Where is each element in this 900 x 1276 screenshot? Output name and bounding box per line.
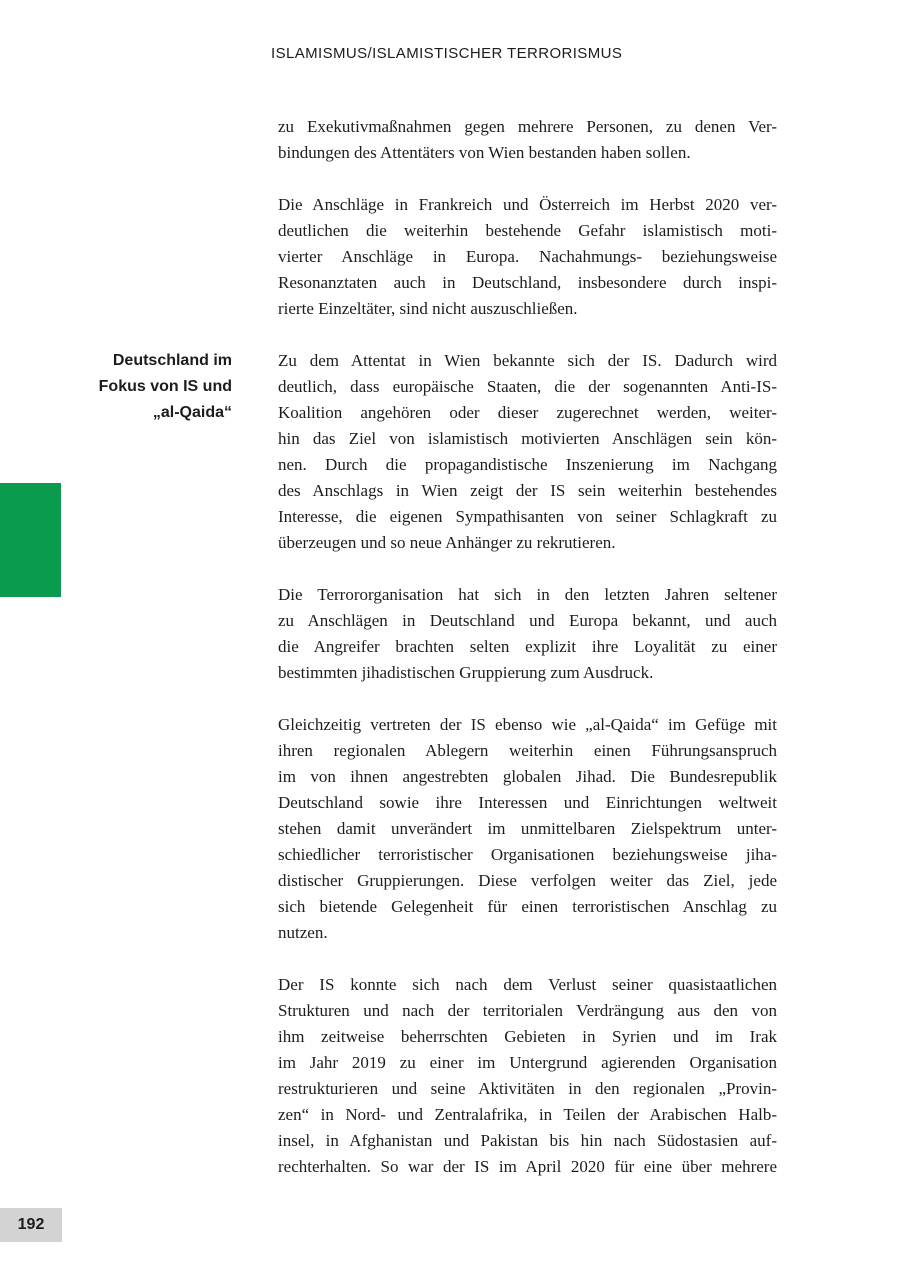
text-line: deutlichen die weiterhin bestehende Gefahr islamistisch moti- bbox=[278, 221, 777, 240]
text-line: Koalition angehören oder dieser zugerechnet werden, weiter- bbox=[278, 403, 777, 422]
text-line: deutlich, dass europäische Staaten, die der sogenannten Anti-IS- bbox=[278, 377, 777, 396]
page-number: 192 bbox=[17, 1216, 45, 1233]
text-line: insel, in Afghanistan und Pakistan bis hin nach Südostasien auf- bbox=[278, 1131, 777, 1150]
text-line: sich bietende Gelegenheit für einen terroristischen Anschlag zu bbox=[278, 897, 777, 916]
text-line: des Anschlags in Wien zeigt der IS sein weiterhin bestehendes bbox=[278, 481, 777, 500]
text-line: schiedlicher terroristischer Organisationen beziehungsweise jiha- bbox=[278, 845, 777, 864]
page-number-badge bbox=[0, 1208, 62, 1242]
text-line: ihren regionalen Ablegern weiterhin einen Führungsanspruch bbox=[278, 741, 777, 760]
text-line: stehen damit unverändert im unmittelbaren Zielspektrum unter- bbox=[278, 819, 777, 838]
text-line: Der IS konnte sich nach dem Verlust seiner quasistaatlichen bbox=[278, 975, 777, 994]
paragraph bbox=[278, 972, 777, 1180]
text-line: Resonanztaten auch in Deutschland, insbesondere durch inspi- bbox=[278, 273, 777, 292]
text-line: „al-Qaida“ bbox=[152, 404, 232, 421]
text-line: Deutschland im bbox=[112, 352, 232, 369]
text-line: Interesse, die eigenen Sympathisanten von seiner Schlagkraft zu bbox=[278, 507, 777, 526]
chapter-tab-marker bbox=[0, 483, 61, 597]
paragraph bbox=[278, 582, 777, 686]
text-line: nutzen. bbox=[278, 923, 328, 942]
text-line: Die Anschläge in Frankreich und Österreich im Herbst 2020 ver- bbox=[278, 195, 777, 214]
text-line: bestimmten jihadistischen Gruppierung zum Ausdruck. bbox=[278, 663, 654, 682]
text-line: Zu dem Attentat in Wien bekannte sich der IS. Dadurch wird bbox=[278, 351, 777, 370]
text-line: rechterhalten. So war der IS im April 2020 für eine über mehrere bbox=[278, 1157, 777, 1176]
text-line: im Jahr 2019 zu einer im Untergrund agierenden Organisation bbox=[278, 1053, 777, 1072]
text-line: die Angreifer brachten selten explizit ihre Loyalität zu einer bbox=[278, 637, 777, 656]
text-line: zu Anschlägen in Deutschland und Europa bekannt, und auch bbox=[278, 611, 777, 630]
text-line: Fokus von IS und bbox=[98, 378, 232, 395]
text-line: ihm zeitweise beherrschten Gebieten in Syrien und im Irak bbox=[278, 1027, 777, 1046]
text-line: im von ihnen angestrebten globalen Jihad. Die Bundesrepublik bbox=[278, 767, 777, 786]
text-line: überzeugen und so neue Anhänger zu rekrutieren. bbox=[278, 533, 616, 552]
paragraph bbox=[278, 192, 777, 322]
text-line: Strukturen und nach der territorialen Verdrängung aus den von bbox=[278, 1001, 777, 1020]
body-text-column bbox=[278, 114, 777, 1206]
paragraph bbox=[278, 712, 777, 946]
text-line: bindungen des Attentäters von Wien bestanden haben sollen. bbox=[278, 143, 691, 162]
text-line: Die Terrororganisation hat sich in den letzten Jahren seltener bbox=[278, 585, 777, 604]
text-line: hin das Ziel von islamistisch motivierten Anschlägen sein kön- bbox=[278, 429, 777, 448]
chapter-header: ISLAMISMUS/ISLAMISTISCHER TERRORISMUS bbox=[271, 45, 623, 62]
text-line: nen. Durch die propagandistische Inszenierung im Nachgang bbox=[278, 455, 777, 474]
text-line: vierter Anschläge in Europa. Nachahmungs- beziehungsweise bbox=[278, 247, 777, 266]
text-line: Deutschland sowie ihre Interessen und Einrichtungen weltweit bbox=[278, 793, 777, 812]
text-line: rierte Einzeltäter, sind nicht auszuschließen. bbox=[278, 299, 578, 318]
text-line: Gleichzeitig vertreten der IS ebenso wie „al-Qaida“ im Gefüge mit bbox=[278, 715, 777, 734]
text-line: distischer Gruppierungen. Diese verfolgen weiter das Ziel, jede bbox=[278, 871, 777, 890]
paragraph bbox=[278, 348, 777, 556]
text-line: zen“ in Nord- und Zentralafrika, in Teilen der Arabischen Halb- bbox=[278, 1105, 777, 1124]
margin-note bbox=[70, 348, 232, 426]
text-line: zu Exekutivmaßnahmen gegen mehrere Personen, zu denen Ver- bbox=[278, 117, 777, 136]
text-line: restrukturieren und seine Aktivitäten in den regionalen „Provin- bbox=[278, 1079, 777, 1098]
paragraph bbox=[278, 114, 777, 166]
